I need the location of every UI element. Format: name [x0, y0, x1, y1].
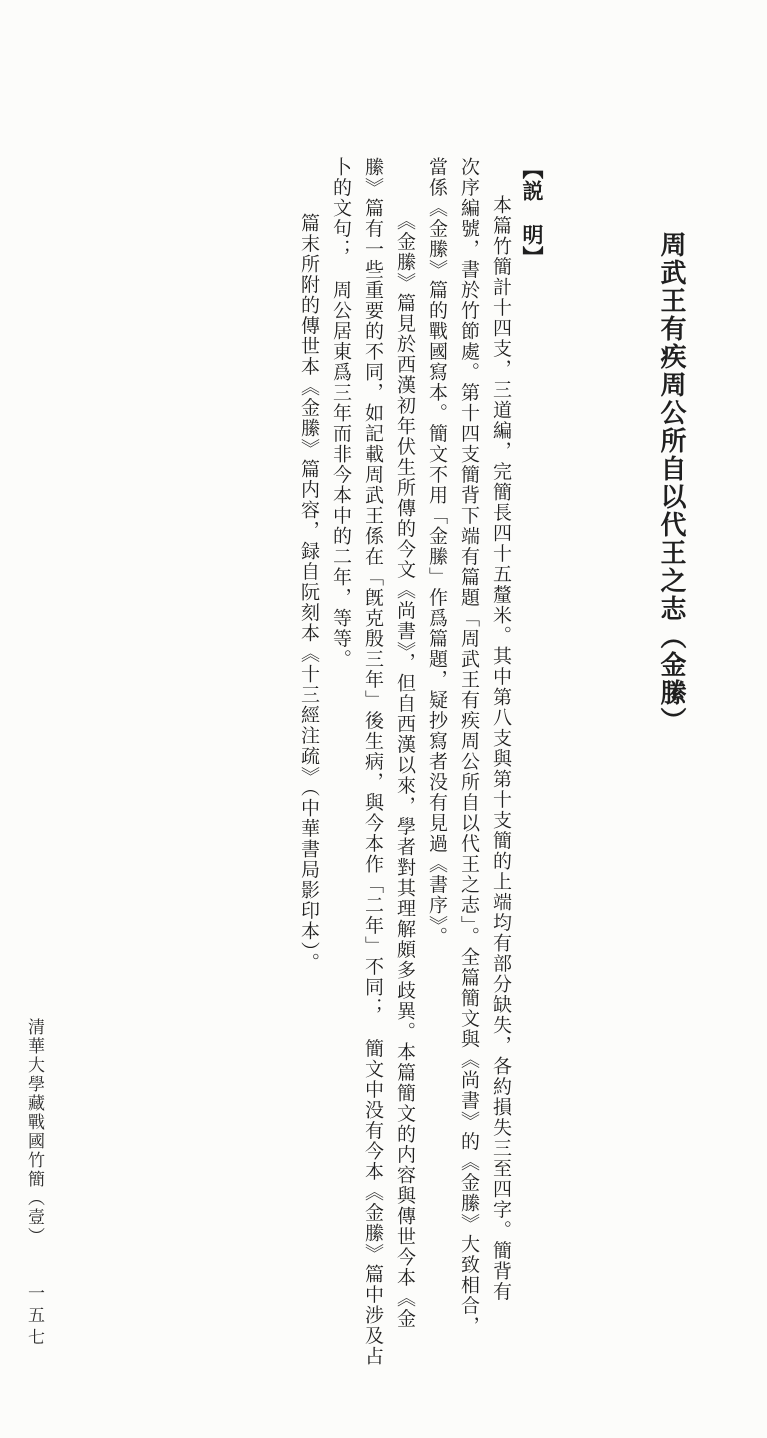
body-column-2: 次序編號，書於竹節處。第十四支簡背下端有篇題「周武王有疾周公所自以代王之志」。全篇簡文與《尚書》的《金縢》大致相合， — [458, 157, 479, 1337]
footer-book-title: 清華大學藏戰國竹簡（壹） — [25, 1018, 44, 1246]
footer-page-number: 一五七 — [25, 1284, 44, 1350]
chapter-title: 周武王有疾周公所自以代王之志（金縢） — [657, 231, 686, 735]
body-column-5: 縢》篇有一些重要的不同，如記載周武王係在「旣克殷三年」後生病，與今本作「二年」不同； 簡文中没有今本《金縢》篇中涉及占 — [362, 157, 383, 1367]
body-column-6: 卜的文句； 周公居東爲三年而非今本中的二年，等等。 — [330, 157, 351, 670]
section-heading-shuoming: 【説 明】 — [520, 158, 544, 268]
body-column-3: 當係《金縢》篇的戰國寫本。簡文不用「金縢」作爲篇題，疑抄寫者没有見過《書序》。 — [426, 157, 447, 947]
body-column-1: 本篇竹簡計十四支，三道編，完簡長四十五釐米。其中第八支與第十支簡的上端均有部分缺失，各約損失三至四字。簡背有 — [490, 195, 511, 1302]
body-column-7: 篇末所附的傳世本《金縢》篇内容，録自阮刻本《十三經注疏》（中華書局影印本）。 — [298, 213, 319, 973]
body-column-4: 《金縢》篇見於西漢初年伏生所傳的今文《尚書》，但自西漢以來，學者對其理解頗多歧異。本篇簡文的内容與傳世今本《金 — [394, 211, 415, 1329]
